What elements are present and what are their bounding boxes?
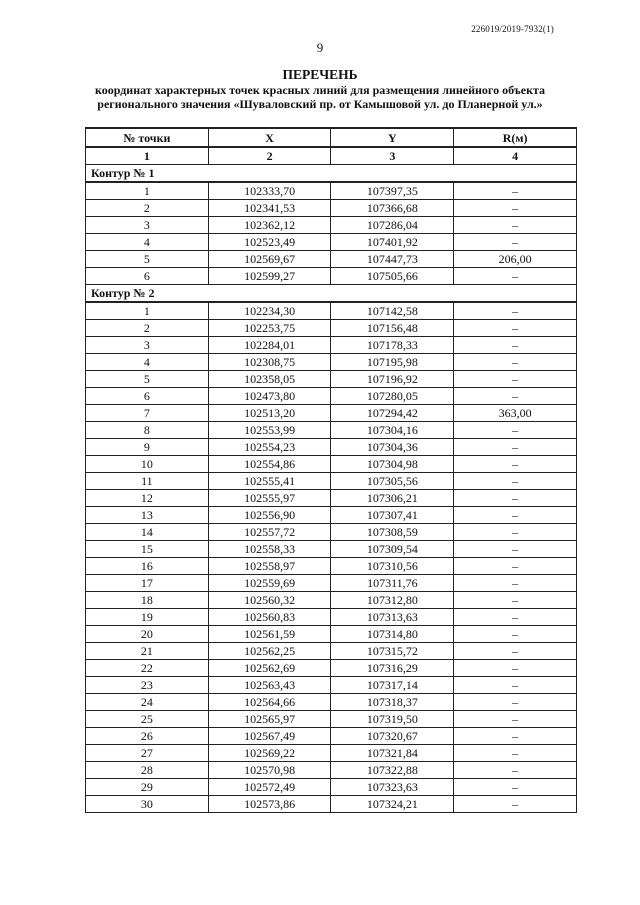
y-coordinate-cell: 107178,33 (331, 337, 454, 354)
table-row (86, 745, 577, 762)
point-number-cell: 5 (86, 251, 209, 268)
table-row (86, 796, 577, 813)
x-coordinate-cell: 102562,69 (208, 660, 331, 677)
column-number: 3 (331, 147, 454, 165)
point-number-cell: 19 (86, 609, 209, 626)
x-coordinate-cell: 102560,32 (208, 592, 331, 609)
table-row (86, 694, 577, 711)
x-coordinate-cell: 102562,25 (208, 643, 331, 660)
radius-cell: – (454, 592, 577, 609)
y-coordinate-cell: 107142,58 (331, 302, 454, 320)
point-number-cell: 3 (86, 337, 209, 354)
point-number-cell: 12 (86, 490, 209, 507)
table-row (86, 643, 577, 660)
column-number: 1 (86, 147, 209, 165)
y-coordinate-cell: 107304,98 (331, 456, 454, 473)
point-number-cell: 16 (86, 558, 209, 575)
point-number-cell: 15 (86, 541, 209, 558)
x-coordinate-cell: 102557,72 (208, 524, 331, 541)
table-row (86, 711, 577, 728)
radius-cell: – (454, 796, 577, 813)
point-number-cell: 4 (86, 354, 209, 371)
point-number-cell: 29 (86, 779, 209, 796)
table-row (86, 575, 577, 592)
point-number-cell: 2 (86, 200, 209, 217)
point-number-cell: 10 (86, 456, 209, 473)
x-coordinate-cell: 102565,97 (208, 711, 331, 728)
header-y: Y (331, 128, 454, 147)
table-row (86, 592, 577, 609)
radius-cell: – (454, 558, 577, 575)
y-coordinate-cell: 107306,21 (331, 490, 454, 507)
table-row (86, 302, 577, 320)
radius-cell: – (454, 182, 577, 200)
table-row (86, 371, 577, 388)
point-number-cell: 7 (86, 405, 209, 422)
x-coordinate-cell: 102560,83 (208, 609, 331, 626)
y-coordinate-cell: 107286,04 (331, 217, 454, 234)
x-coordinate-cell: 102572,49 (208, 779, 331, 796)
point-number-cell: 30 (86, 796, 209, 813)
y-coordinate-cell: 107366,68 (331, 200, 454, 217)
radius-cell: – (454, 490, 577, 507)
x-coordinate-cell: 102554,86 (208, 456, 331, 473)
table-row (86, 728, 577, 745)
point-number-cell: 6 (86, 268, 209, 285)
table-row (86, 388, 577, 405)
x-coordinate-cell: 102253,75 (208, 320, 331, 337)
y-coordinate-cell: 107304,36 (331, 439, 454, 456)
radius-cell: – (454, 320, 577, 337)
radius-cell: – (454, 439, 577, 456)
y-coordinate-cell: 107312,80 (331, 592, 454, 609)
y-coordinate-cell: 107320,67 (331, 728, 454, 745)
table-row (86, 234, 577, 251)
point-number-cell: 6 (86, 388, 209, 405)
y-coordinate-cell: 107313,63 (331, 609, 454, 626)
point-number-cell: 1 (86, 182, 209, 200)
x-coordinate-cell: 102567,49 (208, 728, 331, 745)
header-x: X (208, 128, 331, 147)
column-number: 4 (454, 147, 577, 165)
document-title: ПЕРЕЧЕНЬ (282, 67, 358, 82)
document-number: 226019/2019-7932(1) (471, 24, 554, 34)
y-coordinate-cell: 107307,41 (331, 507, 454, 524)
point-number-cell: 8 (86, 422, 209, 439)
radius-cell: – (454, 507, 577, 524)
radius-cell: – (454, 626, 577, 643)
point-number-cell: 14 (86, 524, 209, 541)
subtitle-line-1: координат характерных точек красных линий для размещения линейного объекта (94, 83, 546, 97)
x-coordinate-cell: 102561,59 (208, 626, 331, 643)
point-number-cell: 3 (86, 217, 209, 234)
point-number-cell: 22 (86, 660, 209, 677)
x-coordinate-cell: 102558,33 (208, 541, 331, 558)
x-coordinate-cell: 102341,53 (208, 200, 331, 217)
x-coordinate-cell: 102284,01 (208, 337, 331, 354)
radius-cell: – (454, 200, 577, 217)
point-number-cell: 23 (86, 677, 209, 694)
contour-label: Контур № 1 (86, 165, 577, 183)
table-row (86, 762, 577, 779)
document-subtitle (60, 83, 580, 111)
point-number-cell: 1 (86, 302, 209, 320)
x-coordinate-cell: 102569,67 (208, 251, 331, 268)
y-coordinate-cell: 107318,37 (331, 694, 454, 711)
column-number-row (86, 147, 577, 165)
point-number-cell: 11 (86, 473, 209, 490)
x-coordinate-cell: 102573,86 (208, 796, 331, 813)
x-coordinate-cell: 102559,69 (208, 575, 331, 592)
table-row (86, 200, 577, 217)
radius-cell: – (454, 354, 577, 371)
table-header-row (86, 128, 577, 147)
x-coordinate-cell: 102569,22 (208, 745, 331, 762)
y-coordinate-cell: 107505,66 (331, 268, 454, 285)
x-coordinate-cell: 102599,27 (208, 268, 331, 285)
radius-cell: – (454, 337, 577, 354)
x-coordinate-cell: 102564,66 (208, 694, 331, 711)
contour-label: Контур № 2 (86, 285, 577, 303)
radius-cell: – (454, 728, 577, 745)
x-coordinate-cell: 102473,80 (208, 388, 331, 405)
table-row (86, 524, 577, 541)
y-coordinate-cell: 107156,48 (331, 320, 454, 337)
x-coordinate-cell: 102563,43 (208, 677, 331, 694)
radius-cell: 206,00 (454, 251, 577, 268)
contour-header-row (86, 165, 577, 183)
x-coordinate-cell: 102513,20 (208, 405, 331, 422)
point-number-cell: 28 (86, 762, 209, 779)
radius-cell: – (454, 388, 577, 405)
point-number-cell: 5 (86, 371, 209, 388)
y-coordinate-cell: 107196,92 (331, 371, 454, 388)
table-row (86, 507, 577, 524)
y-coordinate-cell: 107401,92 (331, 234, 454, 251)
radius-cell: 363,00 (454, 405, 577, 422)
table-row (86, 354, 577, 371)
radius-cell: – (454, 268, 577, 285)
y-coordinate-cell: 107317,14 (331, 677, 454, 694)
table-row (86, 456, 577, 473)
y-coordinate-cell: 107310,56 (331, 558, 454, 575)
point-number-cell: 27 (86, 745, 209, 762)
point-number-cell: 21 (86, 643, 209, 660)
point-number-cell: 26 (86, 728, 209, 745)
table-row (86, 609, 577, 626)
radius-cell: – (454, 677, 577, 694)
point-number-cell: 25 (86, 711, 209, 728)
radius-cell: – (454, 660, 577, 677)
y-coordinate-cell: 107397,35 (331, 182, 454, 200)
radius-cell: – (454, 217, 577, 234)
y-coordinate-cell: 107322,88 (331, 762, 454, 779)
point-number-cell: 17 (86, 575, 209, 592)
table-row (86, 182, 577, 200)
x-coordinate-cell: 102554,23 (208, 439, 331, 456)
y-coordinate-cell: 107447,73 (331, 251, 454, 268)
y-coordinate-cell: 107294,42 (331, 405, 454, 422)
table-body (86, 165, 577, 813)
radius-cell: – (454, 541, 577, 558)
radius-cell: – (454, 234, 577, 251)
table-row (86, 337, 577, 354)
contour-header-row (86, 285, 577, 303)
y-coordinate-cell: 107324,21 (331, 796, 454, 813)
table-row (86, 626, 577, 643)
y-coordinate-cell: 107315,72 (331, 643, 454, 660)
y-coordinate-cell: 107314,80 (331, 626, 454, 643)
table-row (86, 660, 577, 677)
point-number-cell: 18 (86, 592, 209, 609)
table-row (86, 677, 577, 694)
table-row (86, 268, 577, 285)
table-row (86, 422, 577, 439)
y-coordinate-cell: 107304,16 (331, 422, 454, 439)
x-coordinate-cell: 102570,98 (208, 762, 331, 779)
y-coordinate-cell: 107323,63 (331, 779, 454, 796)
radius-cell: – (454, 575, 577, 592)
point-number-cell: 20 (86, 626, 209, 643)
header-point-number: № точки (86, 128, 209, 147)
x-coordinate-cell: 102308,75 (208, 354, 331, 371)
x-coordinate-cell: 102358,05 (208, 371, 331, 388)
point-number-cell: 24 (86, 694, 209, 711)
radius-cell: – (454, 762, 577, 779)
point-number-cell: 2 (86, 320, 209, 337)
table-row (86, 541, 577, 558)
y-coordinate-cell: 107319,50 (331, 711, 454, 728)
column-number: 2 (208, 147, 331, 165)
table-row (86, 779, 577, 796)
radius-cell: – (454, 524, 577, 541)
table-row (86, 473, 577, 490)
x-coordinate-cell: 102234,30 (208, 302, 331, 320)
subtitle-line-2: регионального значения «Шуваловский пр. от Камышовой ул. до Планерной ул.» (97, 97, 543, 111)
radius-cell: – (454, 745, 577, 762)
x-coordinate-cell: 102523,49 (208, 234, 331, 251)
radius-cell: – (454, 422, 577, 439)
point-number-cell: 13 (86, 507, 209, 524)
radius-cell: – (454, 302, 577, 320)
radius-cell: – (454, 711, 577, 728)
table-row (86, 217, 577, 234)
x-coordinate-cell: 102556,90 (208, 507, 331, 524)
radius-cell: – (454, 779, 577, 796)
y-coordinate-cell: 107311,76 (331, 575, 454, 592)
x-coordinate-cell: 102558,97 (208, 558, 331, 575)
table-row (86, 320, 577, 337)
radius-cell: – (454, 694, 577, 711)
y-coordinate-cell: 107305,56 (331, 473, 454, 490)
table-row (86, 490, 577, 507)
coordinates-table (85, 127, 577, 813)
radius-cell: – (454, 643, 577, 660)
x-coordinate-cell: 102362,12 (208, 217, 331, 234)
x-coordinate-cell: 102553,99 (208, 422, 331, 439)
x-coordinate-cell: 102555,97 (208, 490, 331, 507)
point-number-cell: 9 (86, 439, 209, 456)
table-row (86, 251, 577, 268)
radius-cell: – (454, 456, 577, 473)
y-coordinate-cell: 107309,54 (331, 541, 454, 558)
radius-cell: – (454, 609, 577, 626)
page-number: 9 (316, 40, 324, 55)
table-row (86, 558, 577, 575)
table-row (86, 439, 577, 456)
radius-cell: – (454, 371, 577, 388)
point-number-cell: 4 (86, 234, 209, 251)
table-row (86, 405, 577, 422)
y-coordinate-cell: 107308,59 (331, 524, 454, 541)
header-radius: R(м) (454, 128, 577, 147)
y-coordinate-cell: 107280,05 (331, 388, 454, 405)
x-coordinate-cell: 102555,41 (208, 473, 331, 490)
x-coordinate-cell: 102333,70 (208, 182, 331, 200)
y-coordinate-cell: 107321,84 (331, 745, 454, 762)
radius-cell: – (454, 473, 577, 490)
y-coordinate-cell: 107316,29 (331, 660, 454, 677)
y-coordinate-cell: 107195,98 (331, 354, 454, 371)
